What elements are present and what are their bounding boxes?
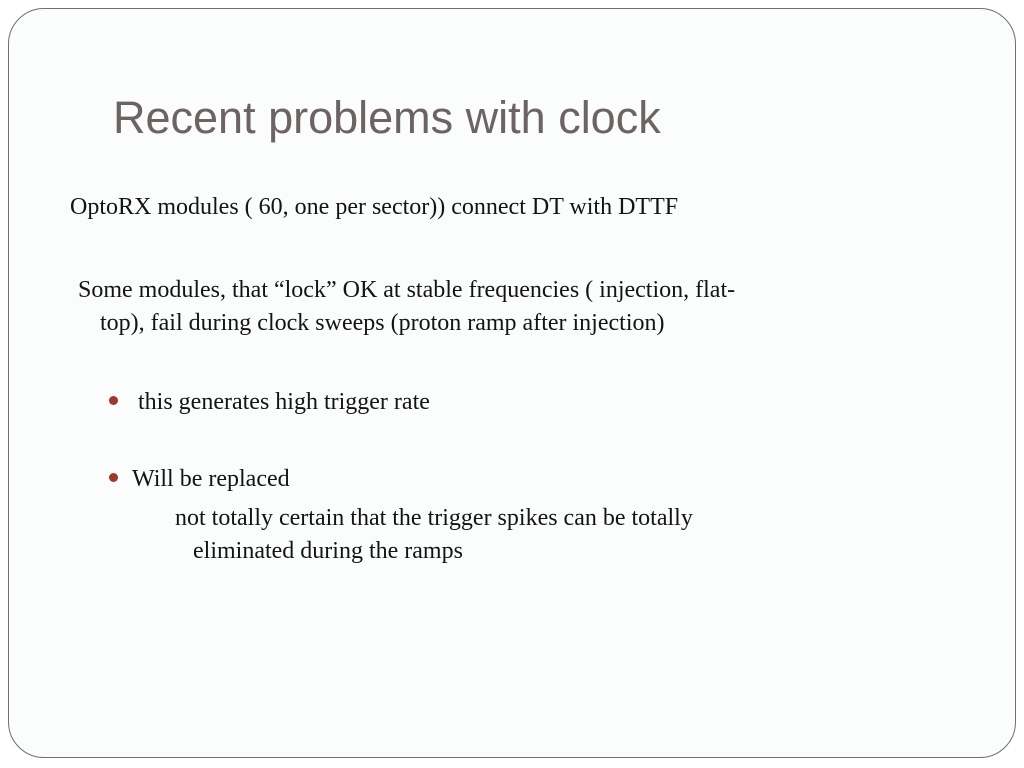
sub-paragraph-line1: not totally certain that the trigger spikes can be totally xyxy=(175,505,693,531)
paragraph-some-modules xyxy=(78,274,938,340)
bullet-item-label: this generates high trigger rate xyxy=(138,389,430,415)
bullet-item-will-be-replaced xyxy=(109,463,290,496)
paragraph-optorx-modules: OptoRX modules ( 60, one per sector)) connect DT with DTTF xyxy=(70,194,679,220)
sub-paragraph-trigger-spikes xyxy=(175,502,895,568)
bullet-item-high-trigger-rate xyxy=(109,386,430,419)
paragraph-some-modules-line1: Some modules, that “lock” OK at stable frequencies ( injection, flat- xyxy=(78,277,736,303)
slide-title: Recent problems with clock xyxy=(113,92,661,143)
sub-paragraph-line2: eliminated during the ramps xyxy=(193,538,463,564)
paragraph-some-modules-line2: top), fail during clock sweeps (proton ramp after injection) xyxy=(100,310,665,336)
bullet-dot-icon xyxy=(109,396,118,405)
bullet-item-label: Will be replaced xyxy=(132,466,290,492)
bullet-dot-icon xyxy=(109,473,118,482)
